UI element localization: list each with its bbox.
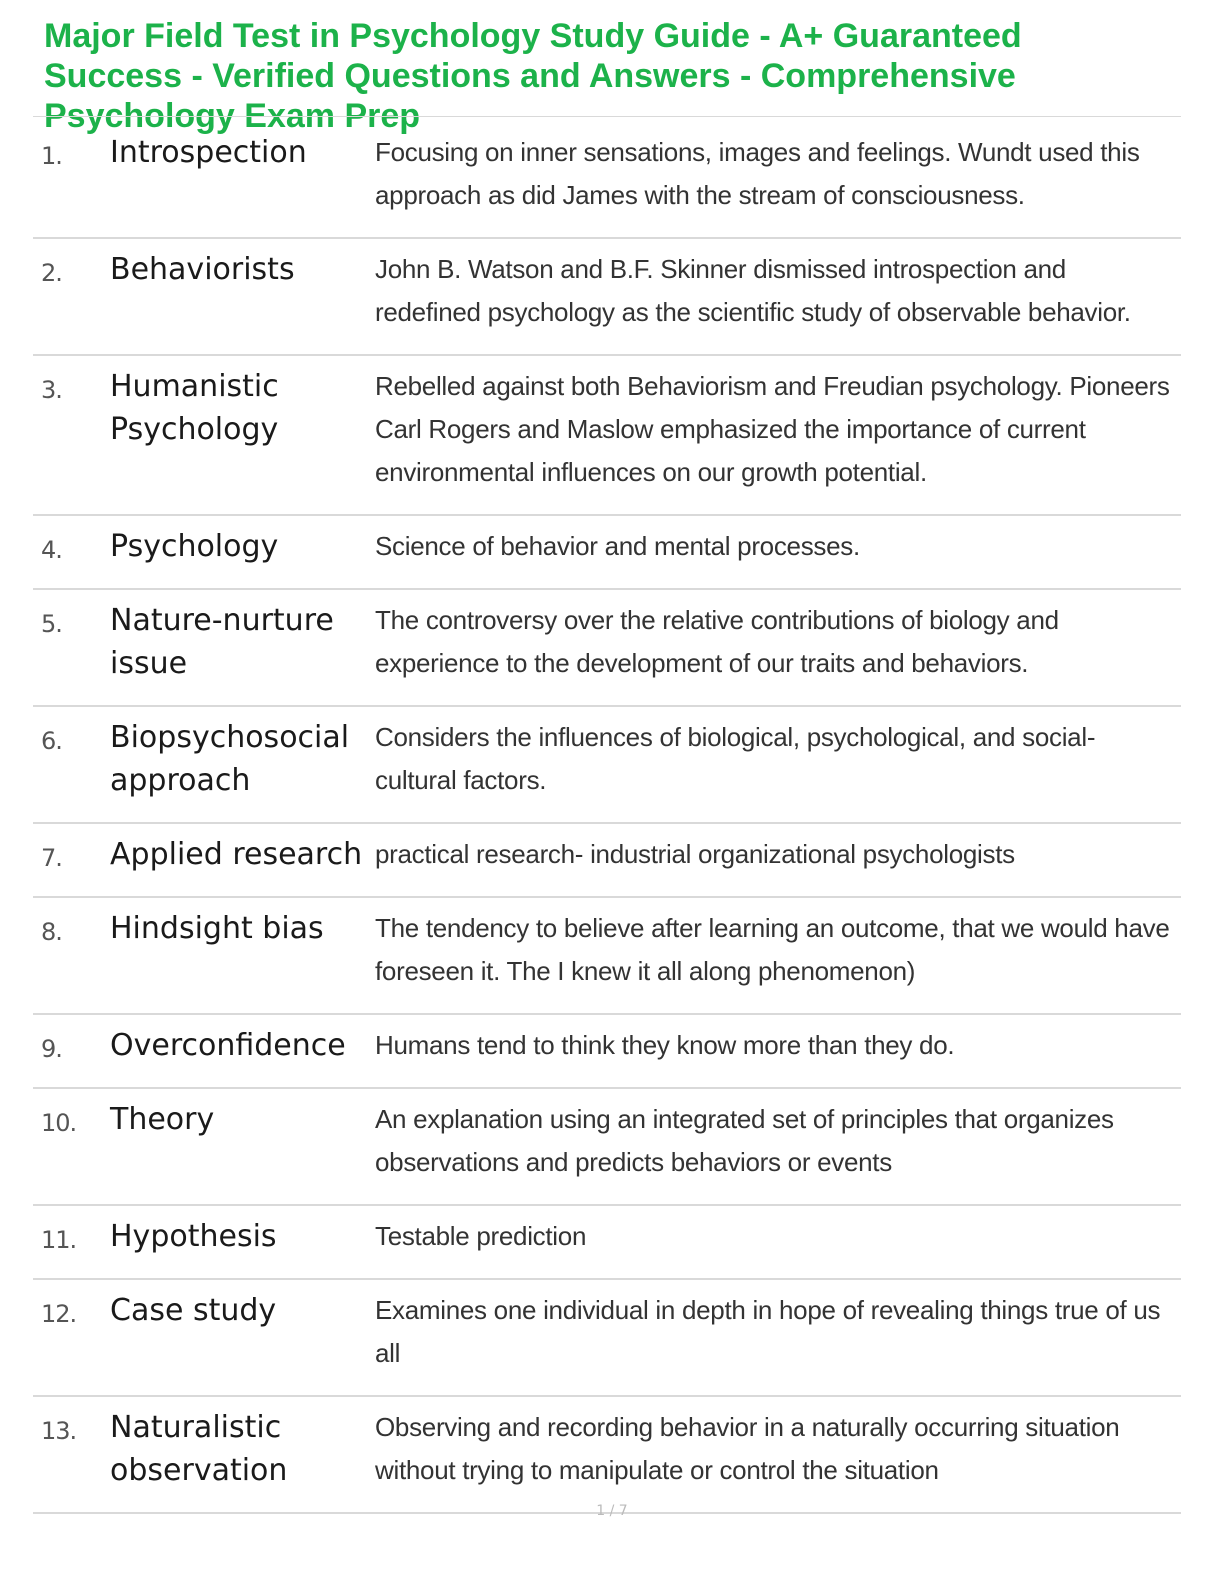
flashcard-row <box>33 1206 1181 1280</box>
entry-definition: Considers the influences of biological, psychological, and social-cultural factors. <box>375 722 1096 795</box>
entry-number: 4. <box>41 536 62 564</box>
entry-number: 1. <box>41 142 62 170</box>
entry-definition: Humans tend to think they know more than they do. <box>375 1030 955 1060</box>
entry-term: Case study <box>110 1293 277 1328</box>
entry-definition: John B. Watson and B.F. Skinner dismissed introspection and redefined psychology as the scientific study of observable behavior. <box>375 254 1131 327</box>
flashcard-row <box>33 1397 1181 1514</box>
flashcard-row <box>33 516 1181 590</box>
entry-term: Introspection <box>110 135 307 170</box>
flashcard-row <box>33 1280 1181 1397</box>
entry-term: Biopsychosocial approach <box>110 720 350 798</box>
entry-number: 10. <box>41 1109 77 1137</box>
entry-term: Naturalistic observation <box>110 1410 288 1488</box>
entry-number: 11. <box>41 1226 77 1254</box>
entry-number: 2. <box>41 259 62 287</box>
entry-definition: Focusing on inner sensations, images and feelings. Wundt used this approach as did James with the stream of consciousness. <box>375 137 1140 210</box>
entry-number: 6. <box>41 727 62 755</box>
entry-definition: Science of behavior and mental processes. <box>375 531 860 561</box>
entry-number: 7. <box>41 844 62 872</box>
entry-term: Theory <box>110 1102 215 1137</box>
entry-term: Nature-nurture issue <box>110 603 334 681</box>
flashcard-row <box>33 824 1181 898</box>
page-number: 1 / 7 <box>596 1503 628 1519</box>
entry-definition: The controversy over the relative contributions of biology and experience to the development of our traits and behaviors. <box>375 605 1059 678</box>
entry-number: 5. <box>41 610 62 638</box>
flashcard-row <box>33 239 1181 356</box>
entry-definition: The tendency to believe after learning an outcome, that we would have foreseen it. The I knew it all along phenomenon) <box>375 913 1170 986</box>
entry-term: Hypothesis <box>110 1219 277 1254</box>
entry-number: 12. <box>41 1300 77 1328</box>
entry-term: Hindsight bias <box>110 911 324 946</box>
entry-number: 3. <box>41 376 62 404</box>
entry-definition: An explanation using an integrated set of principles that organizes observations and predicts behaviors or events <box>375 1104 1114 1177</box>
flashcard-list <box>33 122 1181 1514</box>
entry-term: Humanistic Psychology <box>110 369 279 447</box>
flashcard-row <box>33 1015 1181 1089</box>
entry-term: Psychology <box>110 529 279 564</box>
entry-definition: Testable prediction <box>375 1221 587 1251</box>
entry-term: Behaviorists <box>110 252 295 287</box>
entry-term: Applied research <box>110 837 363 872</box>
flashcard-row <box>33 122 1181 239</box>
flashcard-row <box>33 898 1181 1015</box>
entry-term: Overconfidence <box>110 1028 346 1063</box>
entry-number: 13. <box>41 1417 77 1445</box>
title-divider <box>33 116 1181 117</box>
entry-number: 8. <box>41 918 62 946</box>
flashcard-row <box>33 707 1181 824</box>
flashcard-row <box>33 590 1181 707</box>
document-title: Major Field Test in Psychology Study Guide - A+ Guaranteed Success - Verified Questions and Answers - Comprehensive Psychology Exam Prep <box>44 17 1022 135</box>
flashcard-row <box>33 356 1181 516</box>
entry-definition: practical research- industrial organizational psychologists <box>375 839 1015 869</box>
flashcard-row <box>33 1089 1181 1206</box>
entry-definition: Observing and recording behavior in a naturally occurring situation without trying to manipulate or control the situation <box>375 1412 1120 1485</box>
entry-definition: Examines one individual in depth in hope of revealing things true of us all <box>375 1295 1161 1368</box>
entry-number: 9. <box>41 1035 62 1063</box>
entry-definition: Rebelled against both Behaviorism and Freudian psychology. Pioneers Carl Rogers and Maslow emphasized the importance of current environmental influences on our growth potential. <box>375 371 1170 487</box>
